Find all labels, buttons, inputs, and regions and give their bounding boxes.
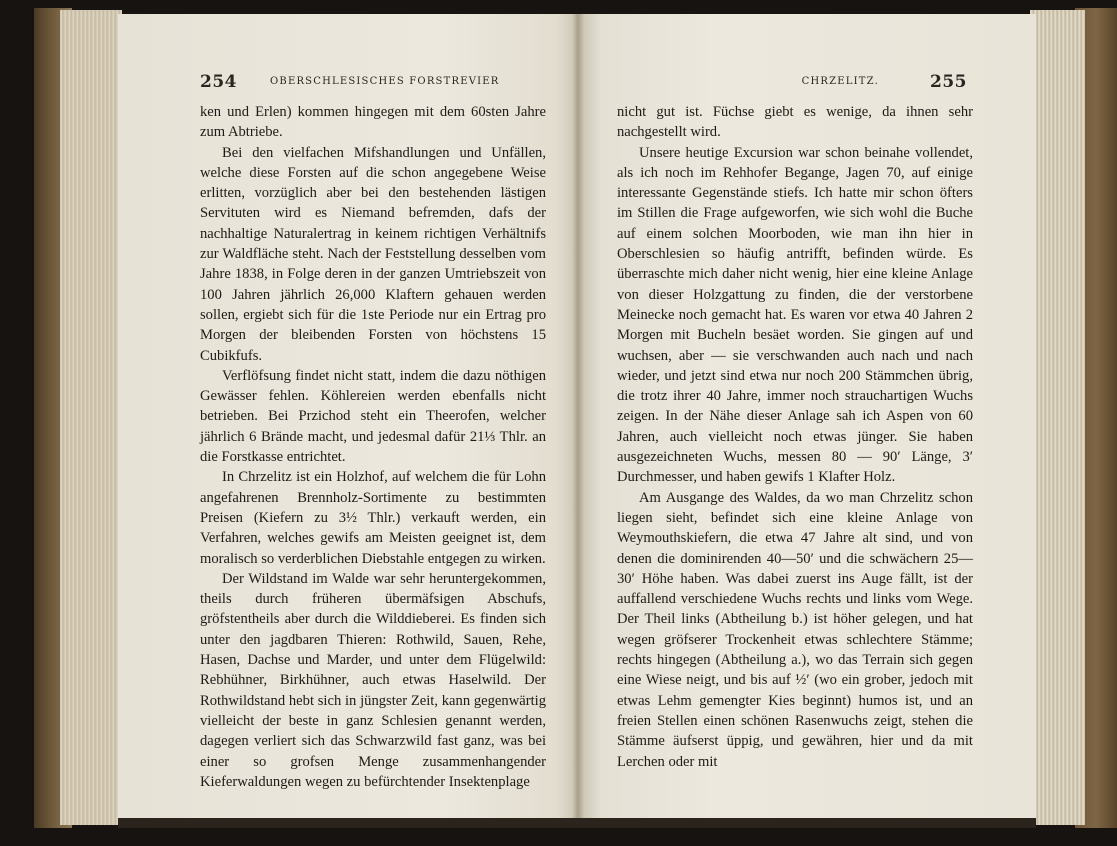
- right-page-text: [617, 102, 973, 772]
- left-running-head: [200, 72, 545, 94]
- book-gutter: [572, 14, 584, 820]
- page-edges-right: [1030, 10, 1085, 825]
- page-edges-left: [60, 10, 122, 825]
- left-page-number: 254: [200, 72, 237, 92]
- paragraph: ken und Erlen) kommen hingegen mit dem 60sten Jahre zum Abtriebe.: [200, 104, 546, 141]
- paragraph: nicht gut ist. Füchse giebt es wenige, da ihnen sehr nachgestellt wird.: [617, 104, 973, 141]
- right-running-head: [615, 72, 967, 94]
- paragraph: Verflöfsung findet nicht statt, indem die dazu nöthigen Gewässer fehlen. Köhlereien werden ebenfalls nicht betrieben. Bei Przichod steht ein Theerofen, welcher jährlich 6 Brände macht, und jedesmal dafür 21⅓ Thlr. an die Forstkasse entrichtet.: [200, 367, 546, 466]
- right-running-title: CHRZELITZ.: [801, 76, 879, 87]
- paragraph: Am Ausgange des Waldes, da wo man Chrzelitz schon liegen sieht, befindet sich eine kleine Anlage von Weymouthskiefern, die etwa 47 Jahre alt sind, und von denen die dominirenden 40—50′ und die schwächern 25—30′ Höhe haben. Was dabei zuerst ins Auge fällt, ist der auffallend verschiedene Wuchs rechts und links vom Wege. Der Theil links (Abtheilung b.) ist höher gelegen, und hat wegen gröfserer Trockenheit etwas schlechtere Stämme; rechts hingegen (Abtheilung a.), wo das Terrain sich gegen eine Wiese neigt, und bis auf ½′ (wo ein grober, jedoch mit etwas Lehm gemengter Kies beginnt) humos ist, und an freien Stellen einen schönen Rasenwuchs zeigt, stehen die Stämme äufserst üppig, und gewähren, hier und da mit Lerchen oder mit: [617, 489, 973, 770]
- right-page-number: 255: [930, 72, 967, 92]
- left-page-text: [200, 102, 546, 792]
- paragraph: Unsere heutige Excursion war schon beinahe vollendet, als ich noch im Rehhofer Begange, Jagen 70, auf einige interessante Gegenstände stiefs. Ich hatte mir schon öfters im Stillen die Frage aufgeworfen, wie sich wohl die Buche auf einem solchen Moorboden, wie man ihn hier in Oberschlesien so häufig antrifft, befinden würde. Es überraschte mich daher nicht wenig, hier eine kleine Anlage von dieser Holzgattung zu finden, die der verstorbene Meinecke noch gemacht hat. Es waren vor etwa 40 Jahren 2 Morgen mit Bucheln besäet worden. Sie gingen auf und wuchsen, aber — sie verschwanden auch nach und nach wieder, und jetzt sind etwa nur noch 200 Stämmchen übrig, die trotz ihrer 40 Jahre, immer noch strauchartigen Wuchs zeigen. In der Nähe dieser Anlage sah ich Aspen von 60 Jahren, auch vielleicht noch etwas jünger. Sie haben ausgezeichneten Wuchs, messen 80 — 90′ Länge, 3′ Durchmesser, und haben gewifs 1 Klafter Holz.: [617, 144, 973, 486]
- book-bottom-edge: [118, 818, 1036, 828]
- paragraph: Bei den vielfachen Mifshandlungen und Unfällen, welche diese Forsten auf die schon angegebene Weise erlitten, vorzüglich aber bei den bestehenden lästigen Servituten wird es Niemand befremden, dafs der nachhaltige Naturalertrag in keinem richtigen Verhältnifs zur Waldfläche steht. Nach der Feststellung desselben vom Jahre 1838, in Folge deren in der ganzen Umtriebszeit von 100 Jahren jährlich 26,000 Klaftern gehauen werden sollen, ergiebt sich für die 1ste Periode nur ein Ertrag pro Morgen der bleibenden Forsten von höchstens 15 Cubikfufs.: [200, 144, 546, 364]
- paragraph: In Chrzelitz ist ein Holzhof, auf welchem die für Lohn angefahrenen Brennholz-Sortimente zu bestimmten Preisen (Kiefern zu 3½ Thlr.) verkauft werden, ein Verfahren, welches gewifs am Meisten geeignet ist, dem moralisch so verderblichen Diebstahle entgegen zu wirken.: [200, 469, 546, 567]
- left-running-title: OBERSCHLESISCHES FORSTREVIER: [270, 76, 500, 87]
- paragraph: Der Wildstand im Walde war sehr heruntergekommen, theils durch früheren übermäfsigen Abschufs, gröfstentheils aber durch die Wilddieberei. Es finden sich unter den jagdbaren Thieren: Rothwild, Sauen, Rehe, Hasen, Dachse und Marder, und unter dem Flügelwild: Rebhühner, Birkhühner, auch etwas Haselwild. Der Rothwildstand hebt sich in jüngster Zeit, kann gegenwärtig vielleicht der beste in ganz Schlesien genannt werden, dagegen verliert sich das Schwarzwild fast ganz, was bei einer so grofsen Menge zusammenhangender Kieferwaldungen wegen zu befürchtender Insektenplage: [200, 570, 546, 790]
